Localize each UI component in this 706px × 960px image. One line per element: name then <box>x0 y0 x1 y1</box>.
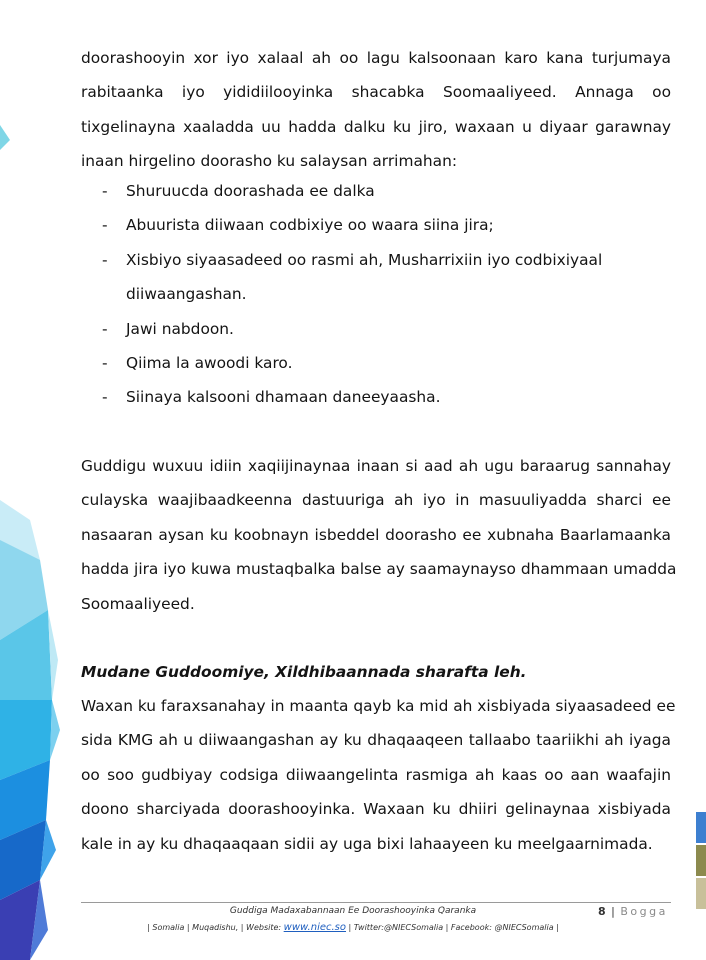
page-number-label: Bogga <box>620 905 668 918</box>
list-dash: - <box>102 182 108 200</box>
text-line: Guddigu wuxuu idiin xaqiijinaynaa inaan si aad ah ugu baraarug sannahay <box>81 457 671 475</box>
list-item-continuation: diiwaangashan. <box>126 285 247 304</box>
page-number-separator: | <box>611 905 615 918</box>
list-dash: - <box>102 354 108 373</box>
list-dash: - <box>102 216 108 235</box>
paragraph-parties <box>81 689 676 861</box>
text-line: doono sharciyada doorashooyinka. Waxaan ku dhiiri gelinaynaa xisbiyada <box>81 800 671 819</box>
text-line: tixgelinayna xaaladda uu hadda dalku ku jiro, waxaan u diyaar garawnay <box>81 117 671 136</box>
text-line: oo soo gudbiyay codsiga diiwaangelinta rasmiga ah kaas oo aan waafajin <box>81 765 671 784</box>
list-item: - Jawi nabdoon. <box>81 312 671 346</box>
paragraph-intro <box>81 41 671 179</box>
text-line: hadda jira iyo kuwa mustaqbalka balse ay saamaynayso dhammaan umadda <box>81 560 677 579</box>
list-dash: - <box>102 388 108 407</box>
page-number-value: 8 <box>598 905 606 918</box>
text-line: nasaaran aysan ku koobnayn isbeddel doorasho ee xubnaha Baarlamaanka <box>81 525 671 544</box>
list-item: - Shuruucda doorashada ee dalka <box>81 174 671 208</box>
text-line: culayska waajibaadkeenna dastuuriga ah iyo in masuuliyadda sharci ee <box>81 491 671 510</box>
text-line: Soomaaliyeed. <box>81 594 195 613</box>
footer-links-suffix: | Twitter:@NIECSomalia | Facebook: @NIECSomalia | <box>346 923 559 932</box>
list-dash: - <box>102 250 108 269</box>
list-item: - Xisbiyo siyaasadeed oo rasmi ah, Musharrixiin iyo codbixiyaal <box>81 243 671 277</box>
list-item: - Abuurista diiwaan codbixiye oo waara siina jira; <box>81 208 671 242</box>
list-item: - Qiima la awoodi karo. <box>81 346 671 380</box>
text-line: Waxan ku faraxsanahay in maanta qayb ka mid ah xisbiyada siyaasadeed ee <box>81 697 676 715</box>
footer-divider <box>81 902 671 903</box>
footer-contact-line <box>0 922 706 933</box>
list-item: - Siinaya kalsooni dhamaan daneeyaasha. <box>81 380 671 414</box>
footer-title: Guddiga Madaxabannaan Ee Doorashooyinka Qaranka <box>229 906 477 916</box>
footer-links-prefix: | Somalia | Muqadishu, | Website: <box>147 923 284 932</box>
page-number <box>598 905 668 918</box>
list-dash: - <box>102 319 108 338</box>
text-line: inaan hirgelino doorasho ku salaysan arrimahan: <box>81 152 458 171</box>
text-line: kale in ay ku dhaqaaqaan sidii ay uga bixi lahaayeen ku meelgaarnimada. <box>81 834 653 853</box>
conditions-list <box>81 174 671 415</box>
section-heading: Mudane Guddoomiye, Xildhibaannada sharafta leh. <box>81 663 527 681</box>
text-line: sida KMG ah u diiwaangashan ay ku dhaqaaqeen tallaabo taariikhi ah iyaga <box>81 731 671 750</box>
text-line: rabitaanka iyo yididiilooyinka shacabka Soomaaliyeed. Annaga oo <box>81 83 671 102</box>
website-link[interactable]: www.niec.so <box>283 922 347 933</box>
paragraph-commitment <box>81 449 677 621</box>
text-line: doorashooyin xor iyo xalaal ah oo lagu kalsoonaan karo kana turjumaya <box>81 49 671 67</box>
